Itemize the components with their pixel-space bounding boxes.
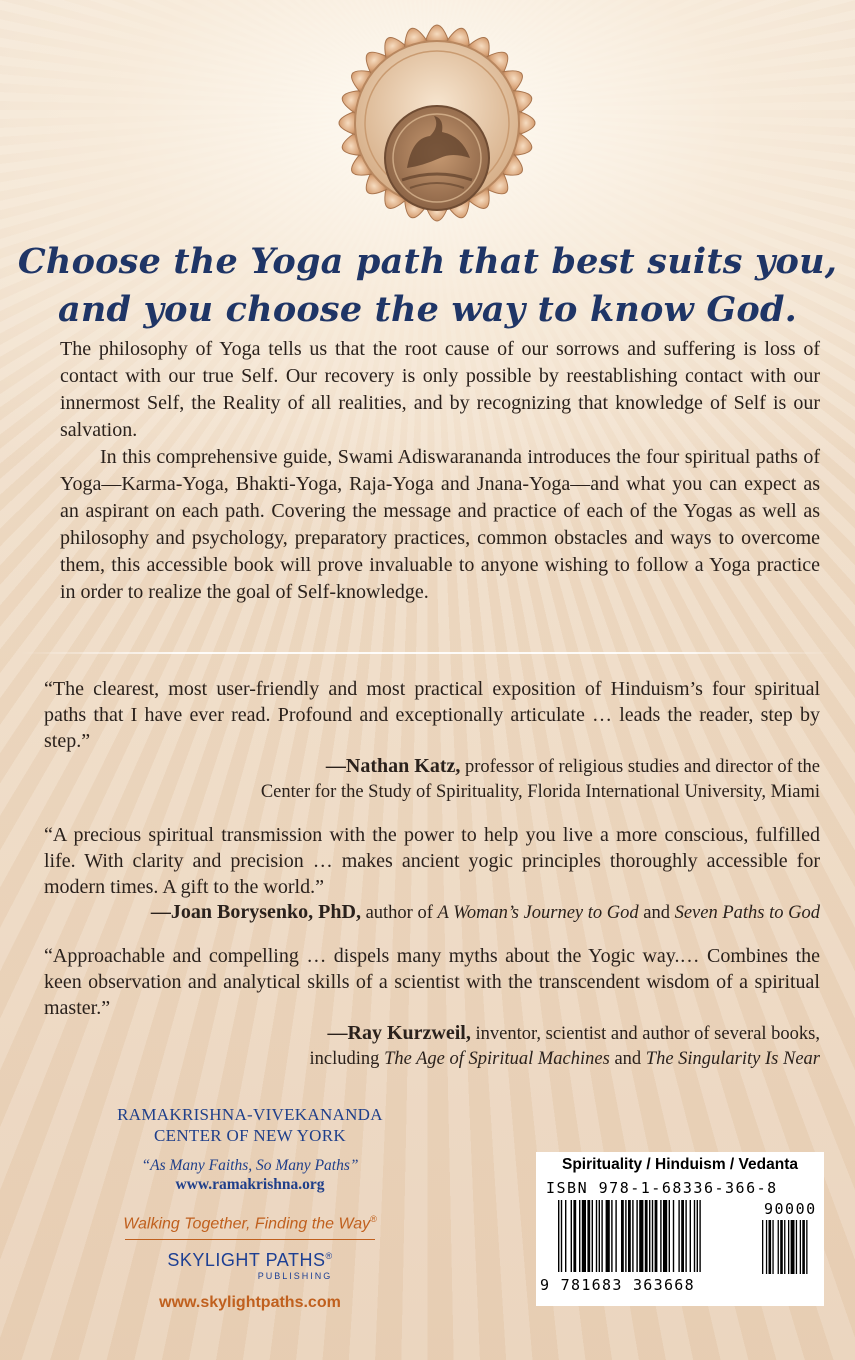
quote-attribution	[44, 900, 820, 926]
quote-author: —Ray Kurzweil,	[327, 1022, 471, 1044]
tagline-text: Walking Together, Finding the Way	[123, 1215, 371, 1233]
barcode-bar	[621, 1200, 624, 1272]
barcode-bar	[663, 1200, 667, 1272]
description-paragraph: In this comprehensive guide, Swami Adiswarananda introduces the four spiritual paths of Yoga—Karma-Yoga, Bhakti-Yoga, Raja-Yoga and Jnana-Yoga—and what you can expect as an aspirant on each path. Covering the message and practice of each of the Yogas as well as philosophy and psychology, preparatory practices, common obstacles and ways to overcome them, this accessible book will prove invaluable to anyone wishing to follow a Yoga practice in order to realize the goal of Self-knowledge.	[60, 446, 820, 603]
logo-text: SKYLIGHT PATHS	[167, 1250, 326, 1271]
tagline-rule	[125, 1239, 375, 1240]
skylight-publishing-label: PUBLISHING	[257, 1271, 333, 1282]
book-title: The Age of Spiritual Machines	[384, 1049, 610, 1069]
barcode-bar	[625, 1200, 626, 1272]
rk-center-name	[110, 1104, 390, 1146]
addon-barcode-icon	[762, 1220, 818, 1276]
rk-name-line-1: RAMAKRISHNA-VIVEKANANDA	[117, 1105, 383, 1124]
isbn-label: ISBN 978-1-68336-366-8	[546, 1179, 778, 1197]
barcode-bar	[697, 1200, 698, 1272]
barcode-bar	[596, 1200, 597, 1272]
quote-author-desc: and	[609, 1049, 646, 1069]
rk-name-line-2: CENTER OF NEW YORK	[154, 1126, 346, 1145]
publisher-block	[110, 1104, 390, 1312]
quote-author-desc: inventor, scientist and author of several books,	[470, 1024, 820, 1044]
quote-author-desc: professor of religious studies and director of the	[460, 757, 820, 777]
skylight-website-link[interactable]: www.skylightpaths.com	[159, 1294, 341, 1312]
quote-attribution	[44, 1021, 820, 1072]
headline-line-2: and you choose the way to know God.	[57, 289, 798, 330]
registered-mark: ®	[325, 1251, 333, 1262]
skylight-tagline	[110, 1214, 390, 1233]
barcode-bar	[615, 1200, 616, 1272]
book-title: A Woman’s Journey to God	[437, 903, 639, 923]
barcode-bar	[606, 1200, 610, 1272]
quote-text: “The clearest, most user-friendly and most practical exposition of Hinduism’s four spiritual paths that I have ever read. Profound and exceptionally articulate … leads the reader, step by step.”	[44, 678, 820, 752]
barcode-bar	[579, 1200, 580, 1272]
barcode-bar	[690, 1200, 691, 1272]
barcode-bar	[780, 1220, 783, 1274]
barcode-bar	[788, 1220, 789, 1274]
quote-text: “A precious spiritual transmission with the power to help you live a more conscious, fulfilled life. With clarity and precision … makes ancient yogic principles thoroughly accessible for modern times. A gift to the world.”	[44, 824, 820, 898]
headline-line-1: Choose the Yoga path that best suits you,	[17, 241, 838, 282]
barcode-bar	[611, 1200, 612, 1272]
barcode-bar	[599, 1200, 600, 1272]
barcode-bar	[769, 1220, 772, 1274]
barcode-bar	[558, 1200, 559, 1272]
registered-mark: ®	[370, 1214, 377, 1224]
barcode-bar	[784, 1220, 785, 1274]
description	[60, 336, 820, 606]
quote-author-desc: including	[309, 1049, 385, 1069]
endorsement-kurzweil	[44, 943, 820, 1072]
barcode-bar	[660, 1200, 661, 1272]
divider	[20, 652, 835, 654]
quote-author: —Joan Borysenko, PhD,	[150, 901, 361, 923]
barcode-bar	[669, 1200, 670, 1272]
barcode-bar	[601, 1200, 602, 1272]
barcode-bar	[645, 1200, 648, 1272]
barcode-bar	[587, 1200, 590, 1272]
barcode-bar	[802, 1220, 805, 1274]
barcode-bar	[636, 1200, 637, 1272]
quote-text: “Approachable and compelling … dispels many myths about the Yogic way.… Combines the keen observation and analytical skills of a scientist with the transcendent wisdom of a spiritual master.”	[44, 945, 820, 1019]
barcode-bar	[699, 1200, 700, 1272]
barcode-bar	[571, 1200, 572, 1272]
barcode-bar	[565, 1200, 566, 1272]
barcode-bar	[628, 1200, 631, 1272]
barcode-bar	[806, 1220, 807, 1274]
barcode-panel	[536, 1152, 824, 1306]
description-paragraph: The philosophy of Yoga tells us that the root cause of our sorrows and suffering is loss of contact with our true Self. Our recovery is only possible by reestablishing contact with our innermost Self, the Reality of all realities, and by recognizing that knowledge of Self is our salvation.	[60, 338, 820, 441]
book-title: The Singularity Is Near	[645, 1049, 820, 1069]
book-title: Seven Paths to God	[674, 903, 820, 923]
barcode-bar	[681, 1200, 684, 1272]
barcode-bar	[592, 1200, 593, 1272]
quote-attribution	[44, 754, 820, 805]
barcode-bar	[766, 1220, 767, 1274]
rk-website-link[interactable]: www.ramakrishna.org	[175, 1176, 325, 1193]
price-code: 90000	[764, 1200, 817, 1218]
barcode-icon	[558, 1200, 756, 1276]
barcode-bar	[652, 1200, 653, 1272]
endorsement-katz	[44, 676, 820, 805]
barcode-bar	[800, 1220, 801, 1274]
quote-author: —Nathan Katz,	[325, 755, 461, 777]
barcode-bar	[762, 1220, 763, 1274]
rk-motto: “As Many Faiths, So Many Paths”	[141, 1157, 359, 1174]
barcode-bar	[655, 1200, 658, 1272]
quote-author-desc: and	[638, 903, 675, 923]
category-label: Spirituality / Hinduism / Vedanta	[562, 1156, 798, 1173]
barcode-bar	[649, 1200, 650, 1272]
barcode-bar	[694, 1200, 695, 1272]
barcode-bar	[678, 1200, 679, 1272]
barcode-bar	[673, 1200, 674, 1272]
barcode-digits: 9 781683 363668	[540, 1276, 695, 1294]
quote-author-desc: Center for the Study of Spirituality, Florida International University, Miami	[260, 782, 820, 802]
endorsement-borysenko	[44, 822, 820, 926]
endorsements	[44, 676, 820, 1089]
barcode-bar	[772, 1220, 773, 1274]
headline	[0, 238, 855, 334]
barcode-bar	[632, 1200, 633, 1272]
barcode-bar	[791, 1220, 795, 1274]
skylight-paths-logo	[110, 1246, 390, 1270]
barcode-bar	[685, 1200, 686, 1272]
barcode-bar	[639, 1200, 643, 1272]
barcode-bar	[573, 1200, 576, 1272]
barcode-bar	[778, 1220, 779, 1274]
barcode-bar	[561, 1200, 562, 1272]
quote-author-desc: author of	[360, 903, 438, 923]
swan-emblem-icon	[322, 8, 552, 238]
barcode-bar	[582, 1200, 586, 1272]
barcode-bar	[796, 1220, 797, 1274]
